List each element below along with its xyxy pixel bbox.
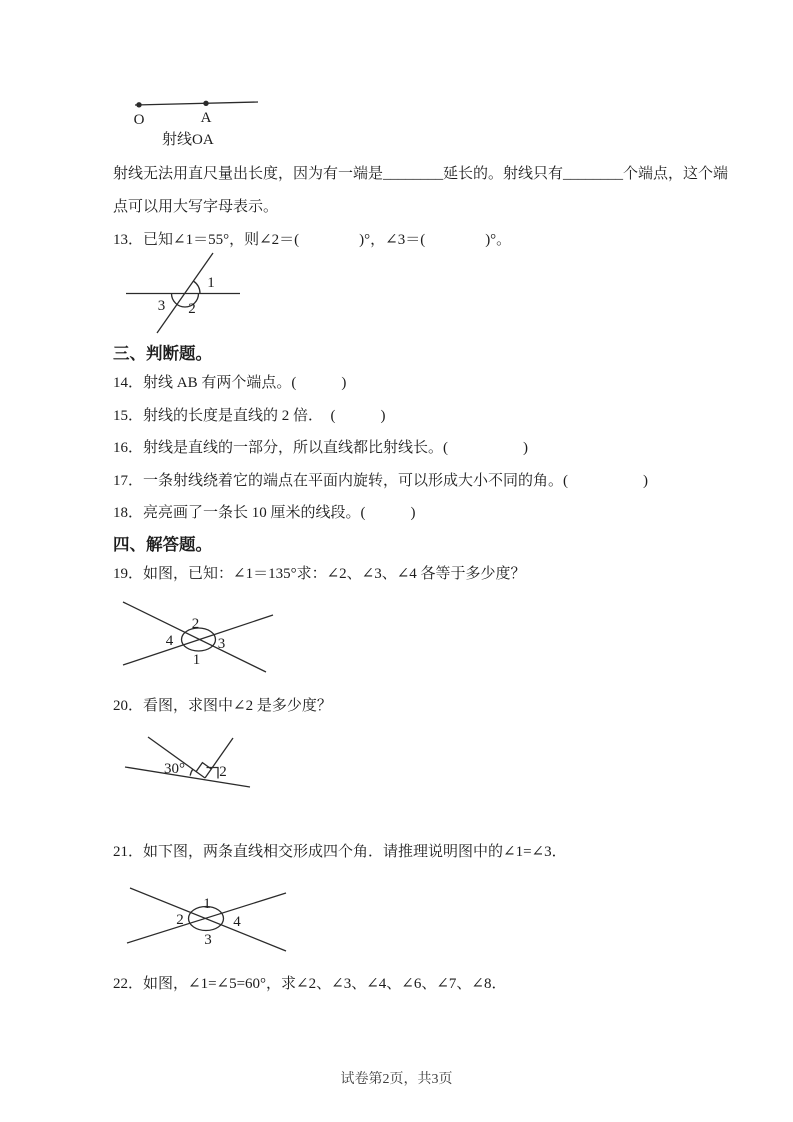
- ray-label-a: A: [200, 110, 212, 126]
- q20-angle-label-2: 2: [219, 764, 227, 780]
- q19-angle-label-bottom: 1: [192, 652, 201, 668]
- ray-caption: 射线OA: [162, 132, 214, 148]
- q13-angle-label-3: 3: [157, 298, 166, 314]
- intro-line-2: 点可以用大写字母表示。: [113, 199, 279, 215]
- q21-angle-label-bottom: 3: [204, 932, 212, 948]
- figure-q13-angles: [118, 248, 268, 343]
- q19-angle-label-left: 4: [165, 633, 174, 649]
- q19-angle-label-right: 3: [217, 636, 226, 652]
- question-19-text: 19．如图，已知：∠1＝135°求：∠2、∠3、∠4 各等于多少度？: [113, 566, 526, 582]
- figure-q19-crossing-lines: [113, 597, 283, 689]
- ray-label-o: O: [133, 112, 145, 128]
- q20-angle-label-30: 30°: [164, 761, 185, 777]
- intro-line-1: 射线无法用直尺量出长度，因为有一端是________延长的。射线只有________个端点，这个端: [113, 166, 729, 182]
- judge-item-14: 14．射线 AB 有两个端点。( ): [113, 375, 347, 391]
- figure-q21-crossing-lines: [118, 878, 288, 966]
- q13-angle-label-1: 1: [207, 275, 215, 291]
- q20-angle-30-arc: [190, 769, 193, 775]
- q13-angle-arc-1: [194, 281, 200, 293]
- question-13-text: 13．已知∠1＝55°，则∠2＝( )°，∠3＝( )°。: [113, 232, 512, 248]
- q21-angle-label-top: 1: [203, 896, 211, 912]
- judge-item-15: 15．射线的长度是直线的 2 倍． ( ): [113, 408, 386, 424]
- page-footer: 试卷第2页，共3页: [340, 1072, 453, 1087]
- section-judge-title: 三、判断题。: [113, 344, 212, 363]
- judge-item-17: 17．一条射线绕着它的端点在平面内旋转，可以形成大小不同的角。( ): [113, 473, 648, 489]
- q13-angle-label-2: 2: [188, 301, 196, 317]
- section-solve-title: 四、解答题。: [113, 535, 212, 554]
- ray-endpoint-o-dot: [136, 102, 141, 107]
- question-21-text: 21．如下图，两条直线相交形成四个角．请推理说明图中的∠1=∠3．: [113, 844, 567, 860]
- ray-line: [135, 102, 258, 105]
- figure-q20-angles: [113, 725, 273, 800]
- question-22-text: 22．如图，∠1=∠5=60°，求∠2、∠3、∠4、∠6、∠7、∠8．: [113, 976, 507, 992]
- q19-angle-label-top: 2: [191, 616, 200, 632]
- judge-item-16: 16．射线是直线的一部分，所以直线都比射线长。( ): [113, 440, 528, 456]
- q21-angle-label-right: 4: [233, 914, 241, 930]
- ray-point-a-dot: [203, 101, 208, 106]
- question-20-text: 20．看图，求图中∠2 是多少度？: [113, 698, 332, 714]
- judge-item-18: 18．亮亮画了一条长 10 厘米的线段。( ): [113, 505, 416, 521]
- q21-angle-label-left: 2: [176, 912, 184, 928]
- q20-base-line: [125, 767, 250, 787]
- figure-ray-oa: [126, 86, 301, 148]
